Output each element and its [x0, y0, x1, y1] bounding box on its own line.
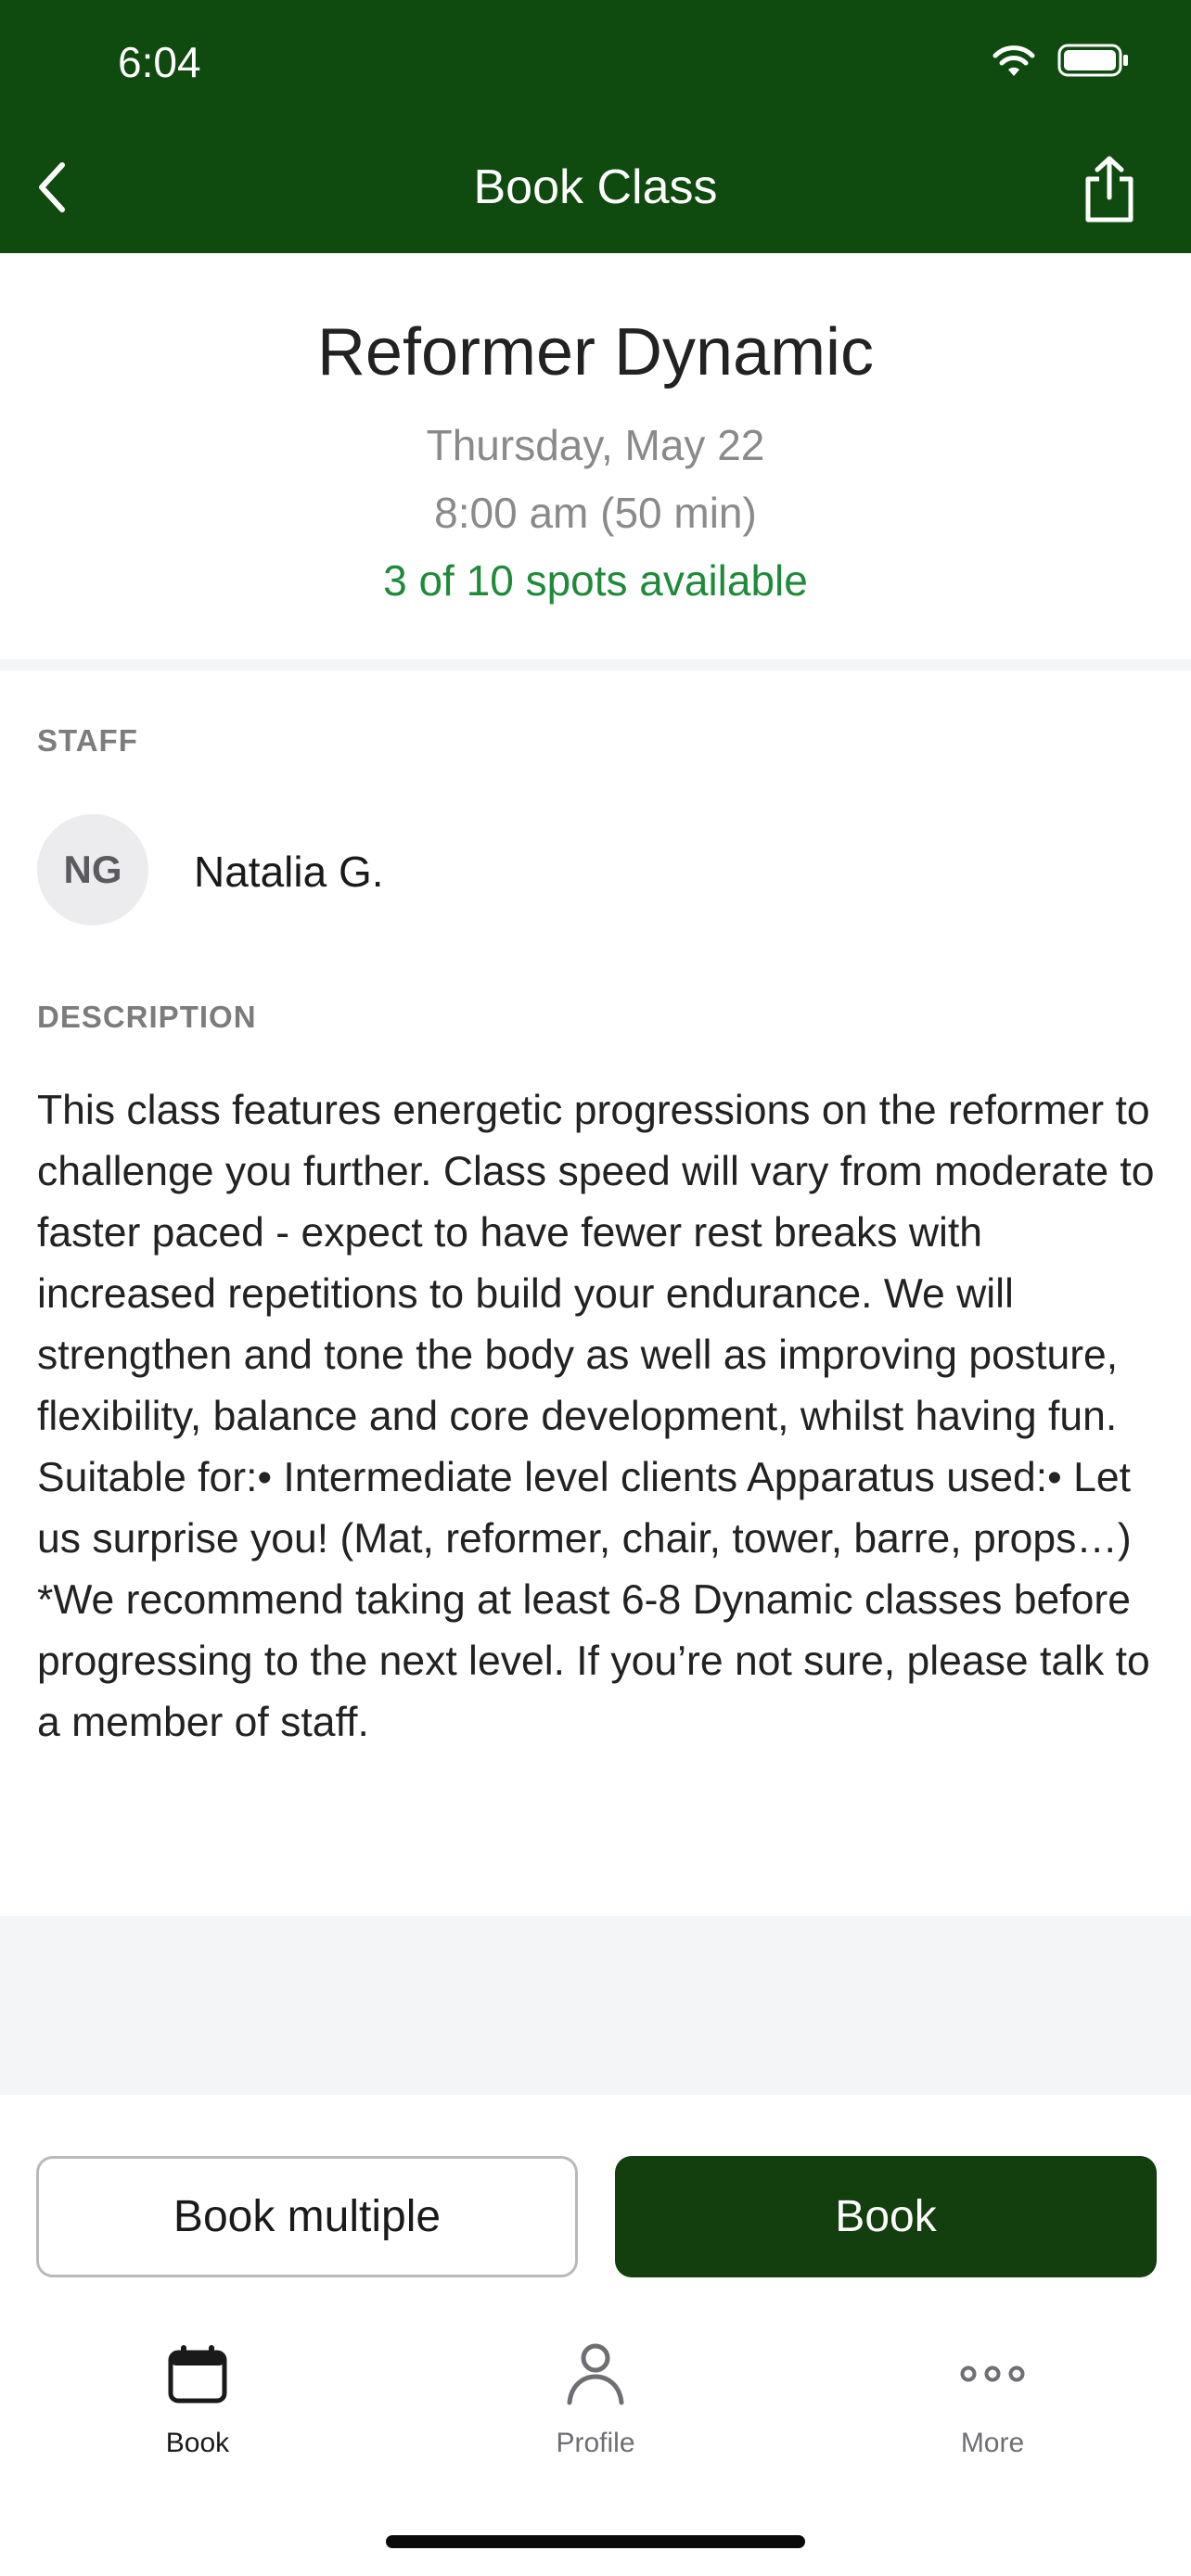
spacer-band	[0, 1916, 1191, 2095]
class-time: 8:00 am (50 min)	[434, 489, 757, 537]
book-button[interactable]: Book	[615, 2156, 1157, 2277]
status-icons	[991, 43, 1130, 78]
tab-bar	[0, 2337, 1191, 2485]
staff-name: Natalia G.	[194, 848, 384, 896]
avatar: NG	[37, 814, 148, 925]
more-dots-icon	[955, 2337, 1030, 2411]
home-indicator[interactable]	[386, 2535, 805, 2548]
tab-book-label: Book	[165, 2428, 230, 2458]
share-button[interactable]	[1072, 152, 1146, 226]
person-icon	[558, 2337, 633, 2411]
tab-more[interactable]	[853, 2337, 1132, 2459]
share-icon	[1079, 155, 1140, 223]
description-section-label: DESCRIPTION	[37, 1000, 257, 1034]
class-description: This class features energetic progressions on the reformer to challenge you further. Class speed will vary from moderate to faster paced - expect to have fewer rest breaks with increased repetitions to build your endurance. We will strengthen and tone the body as well as improving posture, flexibility, balance and core development, whilst having fun. Suitable for:• Intermediate level clients Apparatus used:• Let us surprise you! (Mat, reformer, chair, tower, barre, props…) *We recommend taking at least 6-8 Dynamic classes before progressing to the next level. If you’re not sure, please talk to a member of staff.	[37, 1088, 1155, 1745]
tab-profile-label: Profile	[556, 2428, 635, 2458]
tab-book[interactable]	[58, 2337, 337, 2459]
tab-profile[interactable]	[456, 2337, 735, 2459]
staff-section-label: STAFF	[37, 723, 138, 758]
app-header	[0, 0, 1191, 253]
class-summary	[0, 253, 1191, 659]
class-date: Thursday, May 22	[426, 421, 765, 469]
book-multiple-button[interactable]: Book multiple	[36, 2156, 578, 2277]
wifi-icon	[991, 43, 1037, 78]
class-title: Reformer Dynamic	[316, 315, 875, 389]
tab-more-label: More	[960, 2428, 1025, 2458]
section-divider	[0, 659, 1191, 670]
calendar-icon	[160, 2337, 235, 2411]
page-title: Book Class	[473, 160, 718, 214]
battery-icon	[1057, 43, 1130, 78]
status-time: 6:04	[118, 38, 201, 86]
spots-available: 3 of 10 spots available	[383, 556, 808, 605]
